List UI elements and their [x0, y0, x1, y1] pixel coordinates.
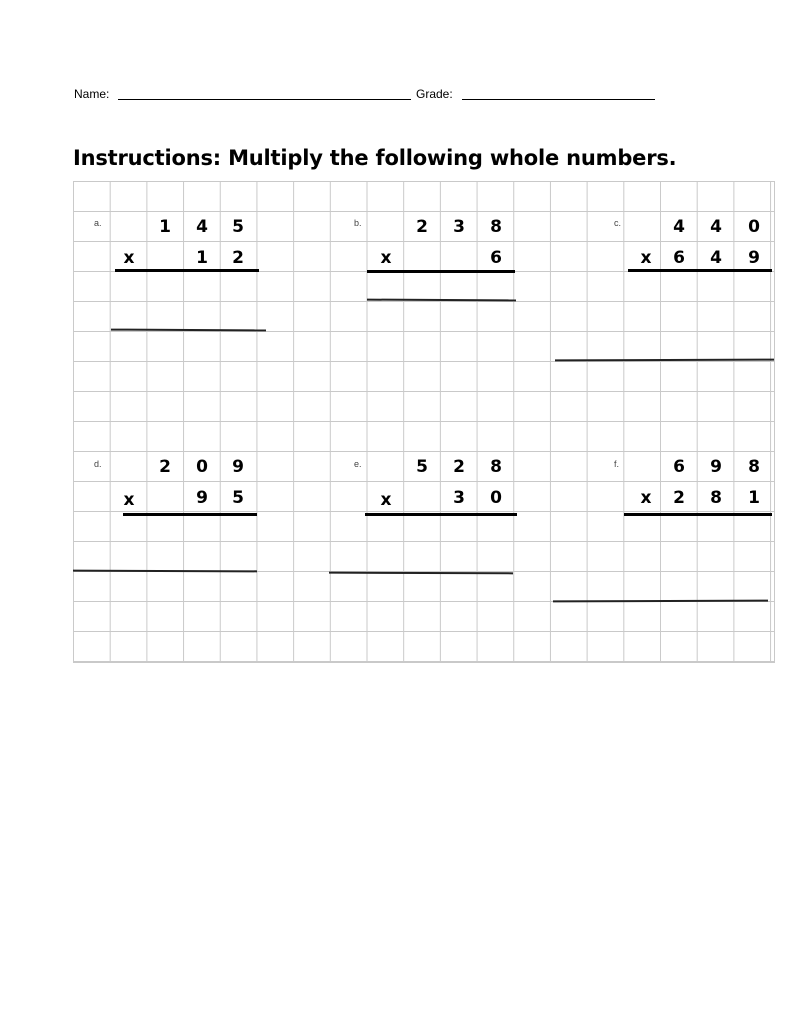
problem-d-bottom-digit: 9 — [196, 488, 208, 508]
problem-d-answer-line — [73, 570, 257, 573]
problem-e-rule — [365, 513, 517, 516]
problem-f-bottom-digit: 1 — [748, 488, 760, 508]
problem-e-top-digit: 8 — [490, 457, 502, 477]
problem-b-bottom-digit: 6 — [490, 248, 502, 268]
problem-d-top-digit: 0 — [196, 457, 208, 477]
problem-e-top-digit: 5 — [416, 457, 428, 477]
problem-d-rule — [123, 513, 257, 516]
problem-a-label: a. — [94, 218, 102, 228]
problem-b-label: b. — [354, 218, 362, 228]
problem-c-label: c. — [614, 218, 622, 228]
problem-e-operator: x — [380, 490, 392, 510]
problem-c-top-digit: 0 — [748, 217, 760, 237]
problem-c-rule — [628, 269, 772, 272]
problem-f-top-digit: 6 — [673, 457, 685, 477]
grade-field[interactable] — [462, 99, 655, 100]
problem-a-top-digit: 4 — [196, 217, 208, 237]
problem-b-top-digit: 3 — [453, 217, 465, 237]
problem-b-answer-line — [367, 299, 516, 302]
problem-a-operator: x — [123, 248, 135, 268]
problem-a-top-digit: 1 — [159, 217, 171, 237]
problem-d-label: d. — [94, 459, 102, 469]
problem-c-top-digit: 4 — [710, 217, 722, 237]
problem-b-top-digit: 8 — [490, 217, 502, 237]
problem-e-label: e. — [354, 459, 362, 469]
problem-a-answer-line — [111, 329, 266, 332]
problem-d-top-digit: 9 — [232, 457, 244, 477]
problem-c-bottom-digit: 6 — [673, 248, 685, 268]
problem-d-bottom-digit: 5 — [232, 488, 244, 508]
problem-c-bottom-digit: 9 — [748, 248, 760, 268]
problem-f-top-digit: 9 — [710, 457, 722, 477]
problem-a-bottom-digit: 1 — [196, 248, 208, 268]
worksheet-grid — [73, 181, 775, 663]
problem-c-answer-line — [555, 359, 774, 362]
problem-a-bottom-digit: 2 — [232, 248, 244, 268]
problem-f-answer-line — [553, 600, 768, 603]
name-label: Name: — [74, 87, 110, 101]
problem-f-rule — [624, 513, 772, 516]
name-field[interactable] — [118, 99, 411, 100]
problem-a-top-digit: 5 — [232, 217, 244, 237]
problem-f-operator: x — [640, 488, 652, 508]
problem-b-rule — [367, 270, 515, 273]
problem-e-bottom-digit: 0 — [490, 488, 502, 508]
problem-f-bottom-digit: 2 — [673, 488, 685, 508]
grade-label: Grade: — [416, 87, 453, 101]
problem-c-bottom-digit: 4 — [710, 248, 722, 268]
problem-c-top-digit: 4 — [673, 217, 685, 237]
problem-c-operator: x — [640, 248, 652, 268]
problem-e-bottom-digit: 3 — [453, 488, 465, 508]
problem-e-answer-line — [329, 572, 513, 575]
header — [74, 86, 674, 106]
problem-a-rule — [115, 269, 259, 272]
problem-b-top-digit: 2 — [416, 217, 428, 237]
problem-f-top-digit: 8 — [748, 457, 760, 477]
problem-d-top-digit: 2 — [159, 457, 171, 477]
problem-d-operator: x — [123, 490, 135, 510]
problem-e-top-digit: 2 — [453, 457, 465, 477]
problem-f-bottom-digit: 8 — [710, 488, 722, 508]
problem-b-operator: x — [380, 248, 392, 268]
problem-f-label: f. — [614, 459, 620, 469]
instructions-title: Instructions: Multiply the following whole numbers. — [73, 146, 677, 170]
